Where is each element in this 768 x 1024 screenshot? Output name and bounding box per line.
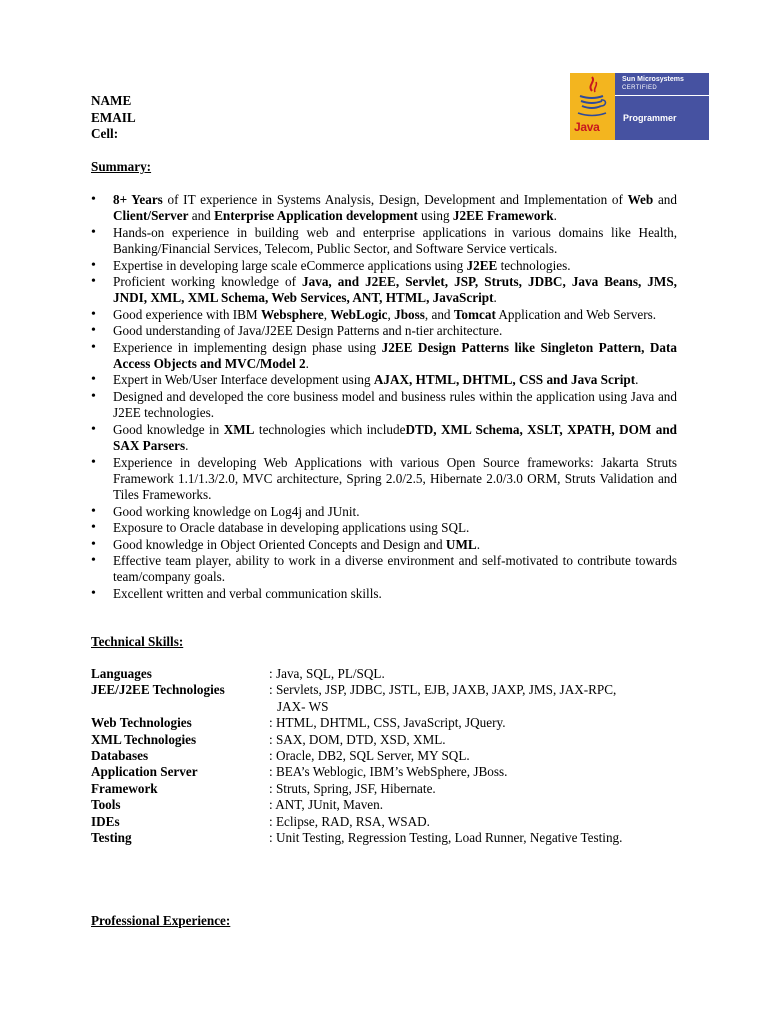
summary-item	[91, 520, 677, 536]
summary-item-text: Experience in developing Web Applications with various Open Source frameworks: Jakarta Struts Framework 1.1/1.3/2.0, MVC architecture, Spring 2.0/2.5, Hibernate 2.0/3.0 ORM, Struts Validation and Tiles Frameworks.	[113, 454, 677, 503]
technical-skills-heading: Technical Skills:	[91, 634, 184, 649]
skill-value-line: : ANT, JUnit, Maven.	[269, 797, 384, 813]
summary-item-text: Proficient working knowledge of	[113, 274, 303, 290]
summary-item-text: .	[493, 290, 497, 306]
contact-block	[91, 93, 136, 143]
summary-heading: Summary:	[91, 159, 152, 174]
summary-item-text: Designed and developed the core business model and business rules within the application using Java and J2EE technologies.	[113, 388, 677, 421]
summary-item	[91, 192, 677, 225]
summary-item-text: technologies which include	[254, 421, 406, 437]
skill-value-line: : BEA’s Weblogic, IBM’s WebSphere, JBoss.	[269, 764, 508, 780]
badge-certified: CERTIFIED	[622, 85, 658, 91]
skill-label: Application Server	[91, 764, 198, 780]
badge-text-panel	[615, 73, 709, 140]
summary-item	[91, 553, 677, 586]
badge-divider	[615, 95, 709, 96]
skill-value	[269, 814, 691, 830]
summary-item-text: .	[185, 438, 189, 454]
professional-experience-heading: Professional Experience:	[91, 913, 231, 928]
summary-item-text: Exposure to Oracle database in developing applications using SQL.	[113, 520, 470, 536]
summary-item-text: , and	[424, 306, 454, 322]
java-logo	[570, 73, 615, 140]
summary-item-bold-text: J2EE	[466, 257, 498, 273]
skill-label: IDEs	[91, 813, 120, 829]
summary-item-text: technologies.	[497, 257, 571, 273]
summary-item-text: Good knowledge in	[113, 421, 224, 437]
summary-item-bold-text: Client/Server	[113, 208, 189, 224]
summary-item-text: Effective team player, ability to work in a diverse environment and self-motivated to contribute towards team/company goals.	[113, 552, 677, 585]
summary-item-bold-text: DTD, XML Schema, XSLT, XPATH, DOM and SAX Parsers	[113, 421, 677, 454]
summary-item-bold-text: J2EE Design Patterns like Singleton Pattern, Data Access Objects and MVC/Model 2	[113, 339, 677, 372]
summary-item	[91, 372, 677, 388]
summary-item	[91, 504, 677, 520]
summary-item-text: Expert in Web/User Interface development using	[113, 372, 374, 388]
skill-value-line: : Eclipse, RAD, RSA, WSAD.	[269, 813, 430, 829]
skill-label: Languages	[91, 666, 152, 681]
summary-item-text: using	[417, 208, 453, 224]
summary-item-text: Expertise in developing large scale eCommerce applications using	[113, 257, 467, 273]
summary-item-text: Good experience with IBM	[113, 306, 261, 322]
skill-value	[269, 682, 691, 715]
summary-item-text: .	[553, 208, 557, 224]
skill-value-line: : Servlets, JSP, JDBC, JSTL, EJB, JAXB, JAXP, JMS, JAX-RPC,	[269, 682, 617, 698]
skill-value	[269, 732, 691, 748]
skill-value	[269, 764, 691, 780]
summary-list	[91, 192, 677, 602]
summary-item	[91, 586, 677, 602]
summary-item	[91, 537, 677, 553]
summary-item-text: Good understanding of Java/J2EE Design Patterns and n-tier architecture.	[113, 323, 503, 339]
contact-name: NAME	[91, 93, 132, 108]
skill-row	[91, 781, 691, 797]
summary-item	[91, 307, 677, 323]
skill-value	[269, 830, 691, 846]
summary-item-bold-text: J2EE Framework	[452, 208, 554, 224]
skill-label: Tools	[91, 797, 121, 813]
skill-value-line: : Unit Testing, Regression Testing, Load Runner, Negative Testing.	[269, 830, 623, 846]
skill-value-continuation: JAX- WS	[277, 698, 329, 714]
summary-item-text: Good working knowledge on Log4j and JUnit.	[113, 503, 360, 519]
summary-item-text: and	[653, 192, 677, 207]
sun-certified-programmer-badge	[570, 73, 709, 140]
skill-label: Framework	[91, 780, 158, 796]
summary-item-bold-text: AJAX, HTML, DHTML, CSS and Java Script	[373, 372, 636, 388]
summary-item-bold-text: 8+ Years	[113, 192, 163, 207]
skill-value	[269, 715, 691, 731]
summary-item-text: Good knowledge in Object Oriented Concepts and Design and	[113, 536, 446, 552]
summary-item-bold-text: UML	[445, 536, 477, 552]
summary-item-bold-text: Websphere	[260, 306, 324, 322]
summary-item-bold-text: Enterprise Application development	[214, 208, 418, 224]
summary-item	[91, 258, 677, 274]
summary-item-text: ,	[323, 306, 331, 322]
skill-row	[91, 797, 691, 813]
summary-item	[91, 274, 677, 307]
skill-label: Web Technologies	[91, 715, 192, 731]
summary-item-text: Application and Web Servers.	[495, 306, 657, 322]
java-cup-icon	[570, 73, 615, 123]
skill-row	[91, 830, 691, 846]
summary-item-bold-text: Web	[627, 192, 654, 207]
skill-row	[91, 748, 691, 764]
skill-value-line: : SAX, DOM, DTD, XSD, XML.	[269, 731, 446, 747]
summary-item-text: Excellent written and verbal communication skills.	[113, 585, 382, 601]
skill-value-line: : Oracle, DB2, SQL Server, MY SQL.	[269, 748, 470, 764]
summary-item	[91, 340, 677, 373]
skill-value	[269, 781, 691, 797]
summary-item-bold-text: XML	[223, 421, 255, 437]
summary-item-text: ,	[387, 306, 395, 322]
contact-cell: Cell:	[91, 126, 119, 141]
skill-label: XML Technologies	[91, 731, 197, 747]
badge-company: Sun Microsystems	[622, 76, 684, 83]
summary-item	[91, 389, 677, 422]
skill-value	[269, 748, 691, 764]
summary-item-text: and	[188, 208, 215, 224]
skill-row	[91, 666, 691, 682]
summary-item-bold-text: Jboss	[394, 306, 425, 322]
summary-item	[91, 422, 677, 455]
summary-item-bold-text: WebLogic	[330, 306, 388, 322]
summary-item-text: of IT experience in Systems Analysis, Design, Development and Implementation of	[162, 192, 628, 207]
skill-value	[269, 797, 691, 813]
skill-row	[91, 814, 691, 830]
skill-label: JEE/J2EE Technologies	[91, 682, 225, 698]
summary-item	[91, 323, 677, 339]
summary-item-text: .	[476, 536, 480, 552]
skill-row	[91, 682, 691, 715]
skill-row	[91, 764, 691, 780]
technical-skills-table	[91, 666, 691, 846]
summary-item-text: .	[635, 372, 639, 388]
summary-item-bold-text: Tomcat	[453, 306, 496, 322]
summary-item	[91, 225, 677, 258]
skill-value-line: : Struts, Spring, JSF, Hibernate.	[269, 780, 436, 796]
summary-item	[91, 455, 677, 504]
skill-value-line: : HTML, DHTML, CSS, JavaScript, JQuery.	[269, 715, 506, 731]
badge-title: Programmer	[623, 113, 677, 123]
summary-item-bold-text: Java, and J2EE, Servlet, JSP, Struts, JDBC, Java Beans, JMS, JNDI, XML, XML Schema, Web Services, ANT, HTML, JavaScript	[113, 274, 677, 306]
skill-value-line: : Java, SQL, PL/SQL.	[269, 666, 385, 681]
summary-item-text: Experience in implementing design phase using	[113, 339, 382, 355]
summary-item-text: .	[305, 356, 309, 372]
skill-row	[91, 732, 691, 748]
skill-label: Testing	[91, 830, 132, 846]
java-wordmark: Java	[574, 120, 600, 134]
skill-row	[91, 715, 691, 731]
skill-value	[269, 666, 691, 682]
skill-label: Databases	[91, 748, 149, 764]
contact-email: EMAIL	[91, 109, 136, 125]
summary-item-text: Hands-on experience in building web and enterprise applications in various domains like Health, Banking/Financial Services, Telecom, Public Sector, and Software Service verticals.	[113, 224, 677, 257]
